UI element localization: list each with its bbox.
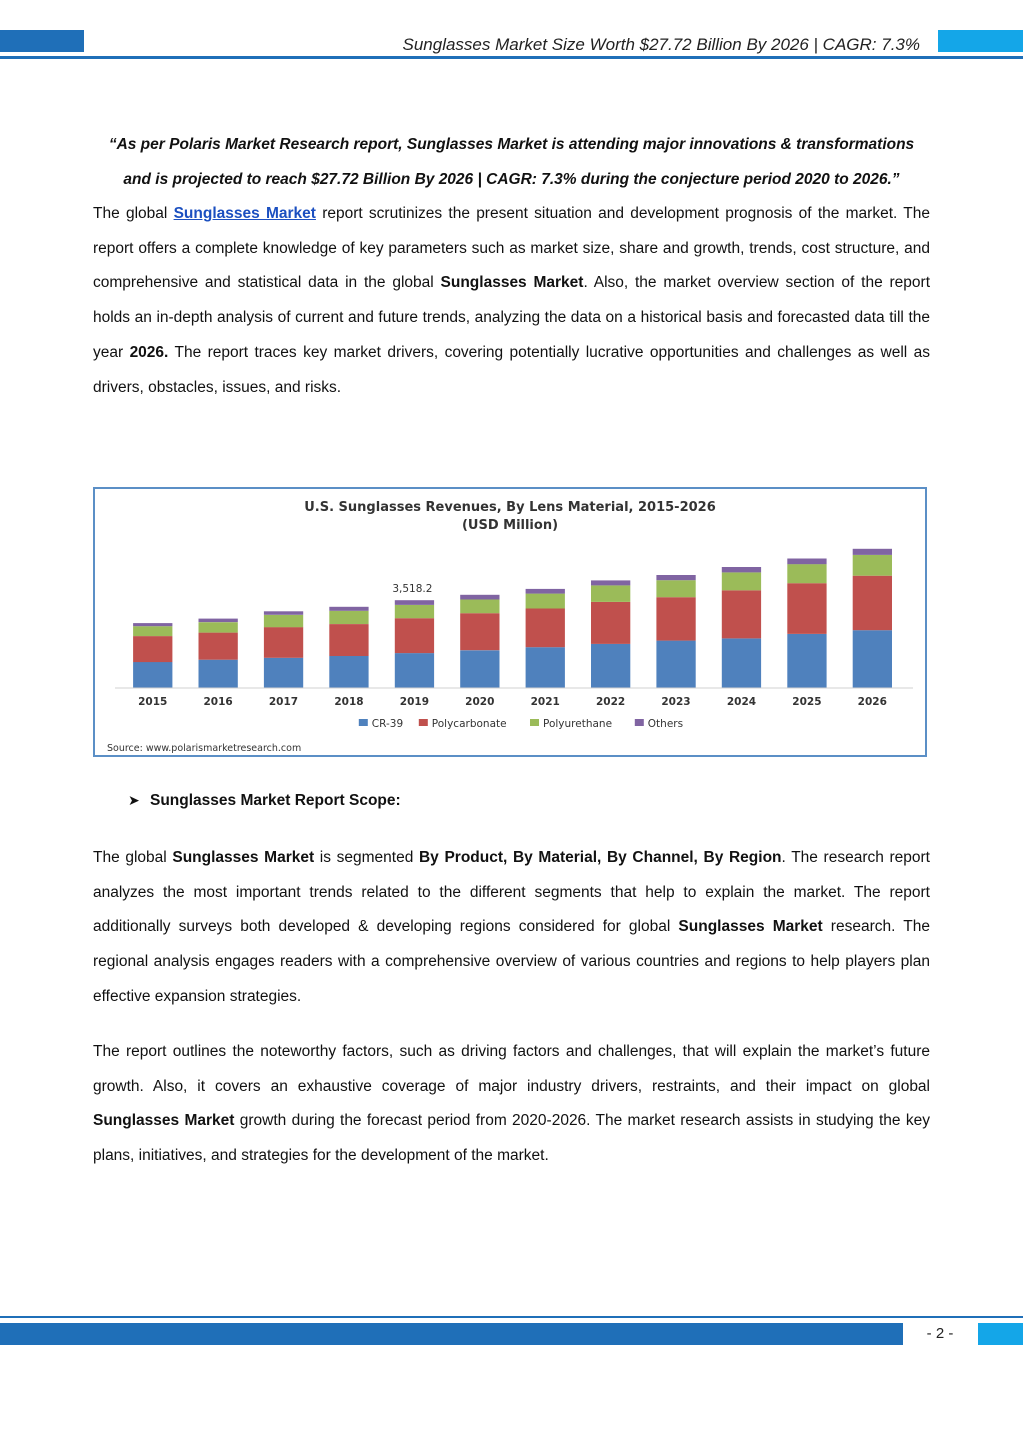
intro-quote: “As per Polaris Market Research report, Sunglasses Market is attending major innovations & transformations and is projected to reach $27.72 Billion By 2026 | CAGR: 7.3% during the conjecture period 2020 to 2026.” <box>108 136 915 188</box>
bar-segment-cr-39-2024 <box>722 639 761 689</box>
bar-segment-polycarbonate-2021 <box>526 609 565 648</box>
bar-segment-polycarbonate-2023 <box>656 597 695 640</box>
x-tick-label: 2021 <box>530 696 560 708</box>
legend-label: Polycarbonate <box>431 718 507 730</box>
bar-segment-polyurethane-2025 <box>787 564 826 583</box>
text-span: report scrutinizes the present situation and development prognosis of the market. The report offers a complete knowledge of key parameters such as market size, share and growth, trends, cost structure, and comprehensive and statistical data in the global <box>93 205 930 292</box>
text-span: research. The regional analysis engages readers with a comprehensive overview of various countries and regions to help players plan effective expansion strategies. <box>93 918 930 1005</box>
scope-heading <box>128 792 401 810</box>
x-tick-label: 2023 <box>661 696 691 708</box>
bar-segment-others-2026 <box>853 549 892 555</box>
bold-text: 2026. <box>129 343 169 361</box>
bar-segment-cr-39-2019 <box>395 653 434 688</box>
text-span: The report outlines the noteworthy factors, such as driving factors and challenges, that will explain the market’s future growth. Also, it covers an exhaustive coverage of major industry drivers, restraints, and their impact on global <box>93 1043 930 1095</box>
bar-segment-others-2021 <box>526 589 565 594</box>
x-tick-label: 2025 <box>792 696 822 708</box>
bar-segment-cr-39-2020 <box>460 650 499 688</box>
bar-segment-polyurethane-2015 <box>133 626 172 636</box>
bar-segment-polycarbonate-2020 <box>460 613 499 650</box>
legend-swatch <box>359 719 368 726</box>
paragraph-segmentation <box>93 841 930 1015</box>
bar-segment-others-2018 <box>329 607 368 611</box>
footer-bar-left <box>0 1323 903 1345</box>
text-span: . The research report analyzes the most important trends related to the different segments that help to explain the market. The report additionally surveys both developed & developing regions considered for global <box>93 849 930 936</box>
text-span: The global <box>93 205 174 222</box>
bar-segment-polycarbonate-2018 <box>329 624 368 656</box>
bar-segment-polyurethane-2026 <box>853 555 892 576</box>
chart-source: Source: www.polarismarketresearch.com <box>107 743 302 754</box>
paragraph-factors <box>93 1035 930 1174</box>
legend-label: CR-39 <box>371 718 404 730</box>
bar-segment-polyurethane-2024 <box>722 572 761 590</box>
chart-subtitle: (USD Million) <box>461 518 559 533</box>
section-scope <box>93 841 930 1015</box>
sunglasses-market-link[interactable]: Sunglasses Market <box>173 205 316 222</box>
bar-segment-polycarbonate-2026 <box>853 576 892 631</box>
bar-segment-polycarbonate-2015 <box>133 636 172 662</box>
x-tick-label: 2024 <box>726 696 757 708</box>
bar-segment-polycarbonate-2016 <box>199 633 238 660</box>
bold-text: Sunglasses Market <box>93 1112 235 1130</box>
legend-swatch <box>419 719 428 726</box>
bar-segment-cr-39-2023 <box>656 641 695 688</box>
legend-swatch <box>635 719 644 726</box>
x-tick-label: 2018 <box>334 696 364 708</box>
page-number: - 2 - <box>926 1325 954 1342</box>
x-tick-label: 2019 <box>399 696 430 708</box>
legend-swatch <box>530 719 539 726</box>
bar-segment-polycarbonate-2017 <box>264 627 303 658</box>
bold-text: Sunglasses Market <box>440 274 584 292</box>
section-factors <box>93 1035 930 1174</box>
x-tick-label: 2017 <box>268 696 299 708</box>
bar-segment-others-2015 <box>133 623 172 626</box>
text-span: . Also, the market overview section of the report holds an in-depth analysis of current and future trends, analyzing the data on a historical basis and forecasted data till the year <box>93 274 930 361</box>
bar-segment-polycarbonate-2025 <box>787 583 826 634</box>
arrow-bullet-icon: ➤ <box>128 792 140 808</box>
bar-segment-others-2016 <box>199 619 238 623</box>
text-span: The global <box>93 849 173 866</box>
bar-segment-polyurethane-2023 <box>656 580 695 597</box>
bold-text: By Product, By Material, By Channel, By Region <box>418 849 782 866</box>
bar-segment-cr-39-2025 <box>787 634 826 688</box>
bold-text: Sunglasses Market <box>678 918 823 936</box>
bar-segment-cr-39-2016 <box>199 660 238 688</box>
bar-segment-polycarbonate-2022 <box>591 602 630 644</box>
x-tick-label: 2026 <box>857 696 887 708</box>
bar-segment-cr-39-2026 <box>853 630 892 688</box>
x-tick-label: 2022 <box>595 696 626 708</box>
bold-text: Sunglasses Market <box>172 849 315 866</box>
bar-segment-others-2024 <box>722 567 761 572</box>
bar-segment-polyurethane-2018 <box>329 611 368 624</box>
bar-segment-polycarbonate-2019 <box>395 618 434 653</box>
legend-label: Polyurethane <box>543 718 613 730</box>
data-label-annotation: 3,518.2 <box>392 583 433 596</box>
paragraph-intro <box>93 197 930 405</box>
bar-segment-polyurethane-2020 <box>460 600 499 614</box>
footer-rule <box>0 1316 1023 1318</box>
bar-segment-polyurethane-2019 <box>395 605 434 618</box>
header-title: Sunglasses Market Size Worth $27.72 Billion By 2026 | CAGR: 7.3% <box>402 35 920 54</box>
bar-segment-cr-39-2015 <box>133 662 172 688</box>
x-tick-label: 2015 <box>138 696 168 708</box>
bar-segment-polyurethane-2021 <box>526 594 565 609</box>
bar-segment-cr-39-2022 <box>591 644 630 688</box>
bar-segment-cr-39-2018 <box>329 656 368 688</box>
chart-title: U.S. Sunglasses Revenues, By Lens Material, 2015-2026 <box>304 500 716 515</box>
chart-figure <box>93 487 927 757</box>
header-bar-left <box>0 30 84 52</box>
bar-segment-polyurethane-2022 <box>591 585 630 602</box>
x-tick-label: 2016 <box>203 696 233 708</box>
bar-segment-others-2023 <box>656 575 695 580</box>
bar-segment-polycarbonate-2024 <box>722 590 761 638</box>
scope-heading-text: Sunglasses Market Report Scope: <box>150 792 401 809</box>
bar-segment-others-2020 <box>460 595 499 600</box>
header-bar-right <box>938 30 1023 52</box>
bar-segment-polyurethane-2017 <box>264 615 303 627</box>
footer-bar-right <box>978 1323 1023 1345</box>
bar-segment-others-2017 <box>264 611 303 615</box>
bar-segment-others-2025 <box>787 559 826 565</box>
document-body <box>93 128 930 405</box>
header-rule <box>0 56 1023 59</box>
bar-segment-cr-39-2017 <box>264 658 303 688</box>
bar-segment-others-2022 <box>591 580 630 585</box>
text-span: The report traces key market drivers, covering potentially lucrative opportunities and challenges as well as drivers, obstacles, issues, and risks. <box>93 343 931 396</box>
stacked-bar-chart <box>95 489 925 755</box>
bar-segment-cr-39-2021 <box>526 647 565 688</box>
legend-label: Others <box>647 718 684 730</box>
bar-segment-polyurethane-2016 <box>199 622 238 632</box>
x-tick-label: 2020 <box>465 696 495 708</box>
bar-segment-others-2019 <box>395 600 434 605</box>
text-span: growth during the forecast period from 2020-2026. The market research assists in studying the key plans, initiatives, and strategies for the development of the market. <box>93 1112 930 1165</box>
text-span: is segmented <box>314 849 419 866</box>
